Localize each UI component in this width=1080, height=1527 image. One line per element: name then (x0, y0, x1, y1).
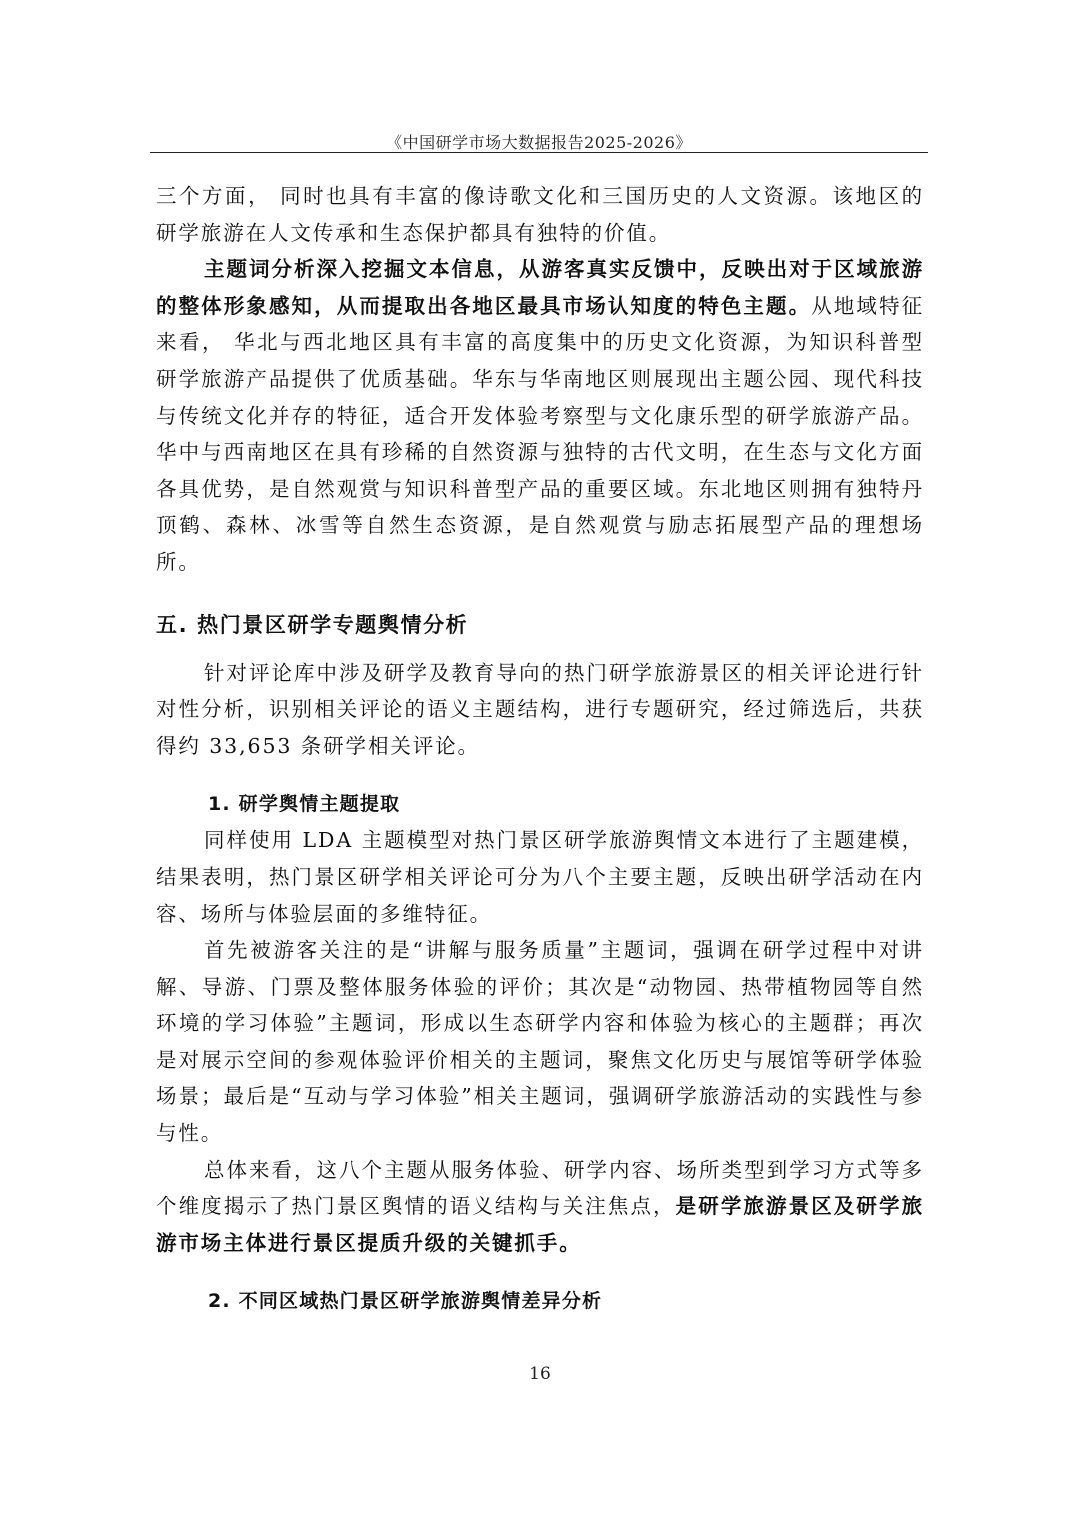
page-number: 16 (529, 1364, 551, 1384)
paragraph-6-bold-conclusion: 是研学旅游景区及研学旅游市场主体进行景区提质升级的关键抓手。 (156, 1194, 924, 1255)
paragraph-2-bold-lead: 主题词分析深入挖掘文本信息，从游客真实反馈中，反映出对于区域旅游的整体形象感知，从而提取出各地区最具市场认知度的特色主题。 (156, 257, 924, 318)
paragraph-2-body: 从地域特征来看， 华北与西北地区具有丰富的高度集中的历史文化资源，为知识科普型研学旅游产品提供了优质基础。华东与华南地区则展现出主题公园、现代科技与传统文化并存的特征，适合开发体验考察型与文化康乐型的研学旅游产品。华中与西南地区在具有珍稀的自然资源与独特的古代文明，在生态与文化方面各具优势，是自然观赏与知识科普型产品的重要区域。东北地区则拥有独特丹顶鹤、森林、冰雪等自然生态资源，是自然观赏与励志拓展型产品的理想场所。 (156, 293, 924, 574)
paragraph-2 (156, 251, 924, 580)
paragraph-5: 首先被游客关注的是“讲解与服务质量”主题词，强调在研学过程中对讲解、导游、门票及整体服务体验的评价；其次是“动物园、热带植物园等自然环境的学习体验”主题词，形成以生态研学内容和体验为核心的主题群；再次是对展示空间的参观体验评价相关的主题词，聚焦文化历史与展馆等研学体验场景；最后是“互动与学习体验”相关主题词，强调研学旅游活动的实践性与参与性。 (156, 938, 924, 1146)
page-body (156, 178, 924, 1319)
section-heading-5: 五. 热门景区研学专题舆情分析 (156, 612, 469, 637)
paragraph-6-body: 总体来看，这八个主题从服务体验、研学内容、场所类型到学习方式等多个维度揭示了热门景区舆情的语义结构与关注焦点， (156, 1157, 924, 1219)
paragraph-4: 同样使用 LDA 主题模型对热门景区研学旅游舆情文本进行了主题建模，结果表明，热门景区研学相关评论可分为八个主要主题，反映出研学活动在内容、场所与体验层面的多维特征。 (156, 828, 924, 926)
header-divider (150, 152, 928, 153)
paragraph-1: 三个方面， 同时也具有丰富的像诗歌文化和三国历史的人文资源。该地区的研学旅游在人文传承和生态保护都具有独特的价值。 (156, 184, 924, 245)
subheading-2: 2. 不同区域热门景区研学旅游舆情差异分析 (208, 1290, 603, 1313)
paragraph-3: 针对评论库中涉及研学及教育导向的热门研学旅游景区的相关评论进行针对性分析，识别相关评论的语义主题结构，进行专题研究，经过筛选后，共获得约 33,653 条研学相关评论。 (156, 660, 924, 758)
paragraph-6 (156, 1152, 924, 1262)
subheading-1: 1. 研学舆情主题提取 (208, 793, 401, 816)
running-header-title: 《中国研学市场大数据报告2025-2026》 (386, 133, 692, 152)
